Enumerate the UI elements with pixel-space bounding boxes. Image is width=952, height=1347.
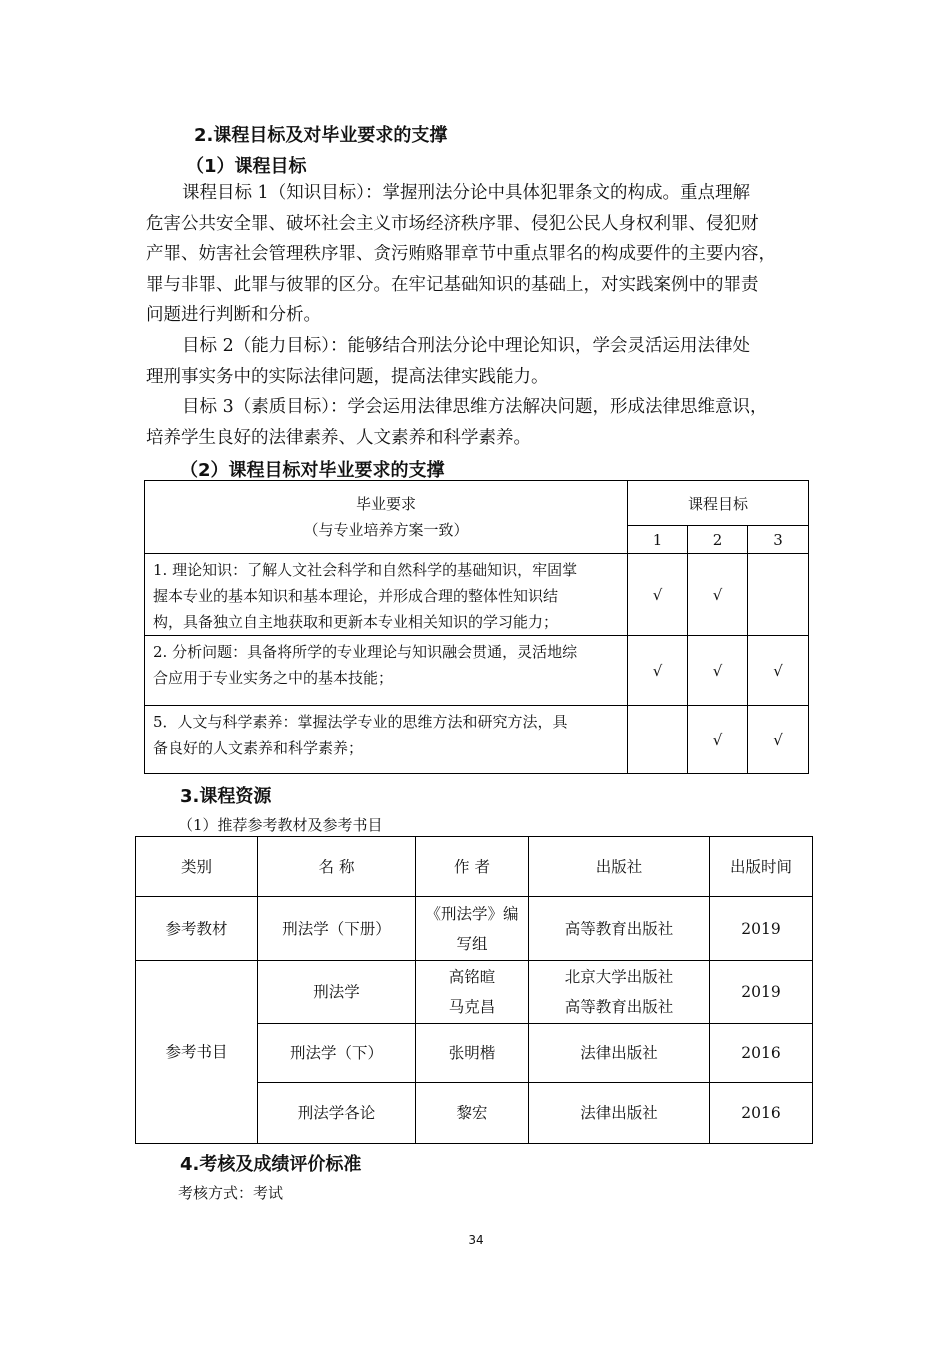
- section-4-heading: 4.考核及成绩评价标准: [180, 1154, 362, 1175]
- requirement-cell: [145, 554, 628, 636]
- requirement-line: 握本专业的基本知识和基本理论，并形成合理的整体性知识结: [153, 587, 559, 605]
- section-2-1-heading: （1）课程目标: [186, 156, 307, 177]
- requirement-line: 2. 分析问题：具备将所学的专业理论与知识融会贯通，灵活地综: [153, 643, 578, 661]
- section-3-heading: 3.课程资源: [180, 786, 272, 807]
- check-mark: [748, 554, 809, 636]
- col-header-name: 名 称: [258, 837, 416, 897]
- objective-1-line: 问题进行判断和分析。: [146, 305, 321, 325]
- check-mark: √: [688, 554, 748, 636]
- requirement-line: 备良好的人文素养和科学素养；: [153, 739, 364, 757]
- check-mark: √: [748, 706, 809, 774]
- check-mark: [628, 706, 688, 774]
- author-line: 《刑法学》编: [425, 904, 519, 923]
- publisher-line: 北京大学出版社: [564, 968, 674, 986]
- section-2-heading: 2.课程目标及对毕业要求的支撑: [194, 125, 448, 146]
- col-header-category: 类别: [136, 837, 258, 897]
- support-matrix-table: [144, 480, 809, 774]
- author-cell: 张明楷: [416, 1024, 529, 1083]
- year-cell: 2019: [710, 897, 813, 961]
- section-3-1-heading: （1）推荐参考教材及参考书目: [178, 816, 383, 834]
- name-cell: 刑法学（下册）: [258, 897, 416, 961]
- assessment-method: 考核方式：考试: [178, 1184, 284, 1202]
- check-mark: √: [688, 706, 748, 774]
- requirement-cell: [145, 636, 628, 706]
- objective-1-line: 产罪、妨害社会管理秩序罪、贪污贿赂罪章节中重点罪名的构成要件的主要内容，: [146, 244, 776, 264]
- col-header-publisher: 出版社: [529, 837, 710, 897]
- reference-books-table: [135, 836, 813, 1144]
- objective-2-paragraph: [146, 331, 816, 392]
- requirement-line: 构，具备独立自主地获取和更新本专业相关知识的学习能力；: [153, 613, 559, 631]
- requirement-cell: [145, 706, 628, 774]
- year-cell: 2019: [710, 961, 813, 1024]
- check-mark: √: [748, 636, 809, 706]
- name-cell: 刑法学（下）: [258, 1024, 416, 1083]
- check-mark: √: [688, 636, 748, 706]
- author-cell: [416, 961, 529, 1024]
- goal-col-header: 2: [688, 526, 748, 554]
- objective-3-paragraph: [146, 392, 816, 453]
- requirement-line: 5．人文与科学素养：掌握法学专业的思维方法和研究方法，具: [153, 713, 568, 731]
- objective-2-line: 目标 2（能力目标）：能够结合刑法分论中理论知识，学会灵活运用法律处: [182, 336, 750, 356]
- goal-col-header: 3: [748, 526, 809, 554]
- section-2-2-heading: （2）课程目标对毕业要求的支撑: [180, 460, 445, 481]
- publisher-cell: 法律出版社: [529, 1083, 710, 1144]
- col-header-author: 作 者: [416, 837, 529, 897]
- author-line: 写组: [456, 934, 488, 953]
- goal-col-header: 1: [628, 526, 688, 554]
- check-mark: √: [628, 554, 688, 636]
- objective-1-line: 罪与非罪、此罪与彼罪的区分。在牢记基础知识的基础上，对实践案例中的罪责: [146, 274, 759, 295]
- table-row: [145, 554, 809, 636]
- objective-1-line: 课程目标 1（知识目标）：掌握刑法分论中具体犯罪条文的构成。重点理解: [182, 183, 750, 203]
- table-row: [136, 897, 813, 961]
- requirement-line: 合应用于专业实务之中的基本技能；: [153, 669, 394, 687]
- objective-2-line: 理刑事实务中的实际法律问题，提高法律实践能力。: [146, 366, 549, 387]
- objective-1-paragraph: [146, 178, 816, 331]
- author-cell: [416, 897, 529, 961]
- requirement-line: 1. 理论知识：了解人文社会科学和自然科学的基础知识，牢固掌: [153, 561, 578, 579]
- col-header-year: 出版时间: [710, 837, 813, 897]
- table-header-row: [136, 837, 813, 897]
- category-cell: 参考教材: [136, 897, 258, 961]
- objective-3-line: 目标 3（素质目标）：学会运用法律思维方法解决问题，形成法律思维意识，: [182, 397, 768, 417]
- category-cell: 参考书目: [136, 961, 258, 1144]
- page-number: 34: [468, 1233, 484, 1247]
- graduation-requirement-header: [145, 481, 628, 554]
- year-cell: 2016: [710, 1024, 813, 1083]
- publisher-cell: [529, 961, 710, 1024]
- course-goal-header: 课程目标: [628, 481, 809, 526]
- header-line: 毕业要求: [355, 495, 416, 513]
- name-cell: 刑法学各论: [258, 1083, 416, 1144]
- publisher-line: 高等教育出版社: [564, 998, 674, 1016]
- author-cell: 黎宏: [416, 1083, 529, 1144]
- year-cell: 2016: [710, 1083, 813, 1144]
- publisher-cell: 高等教育出版社: [529, 897, 710, 961]
- check-mark: √: [628, 636, 688, 706]
- objective-3-line: 培养学生良好的法律素养、人文素养和科学素养。: [146, 427, 531, 448]
- table-row: [136, 961, 813, 1024]
- objective-1-line: 危害公共安全罪、破坏社会主义市场经济秩序罪、侵犯公民人身权利罪、侵犯财: [146, 213, 759, 234]
- author-line: 高铭暄: [448, 968, 496, 986]
- header-line: （与专业培养方案一致）: [303, 521, 469, 539]
- name-cell: 刑法学: [258, 961, 416, 1024]
- publisher-cell: 法律出版社: [529, 1024, 710, 1083]
- table-row: [145, 706, 809, 774]
- table-row: [145, 636, 809, 706]
- author-line: 马克昌: [448, 998, 496, 1016]
